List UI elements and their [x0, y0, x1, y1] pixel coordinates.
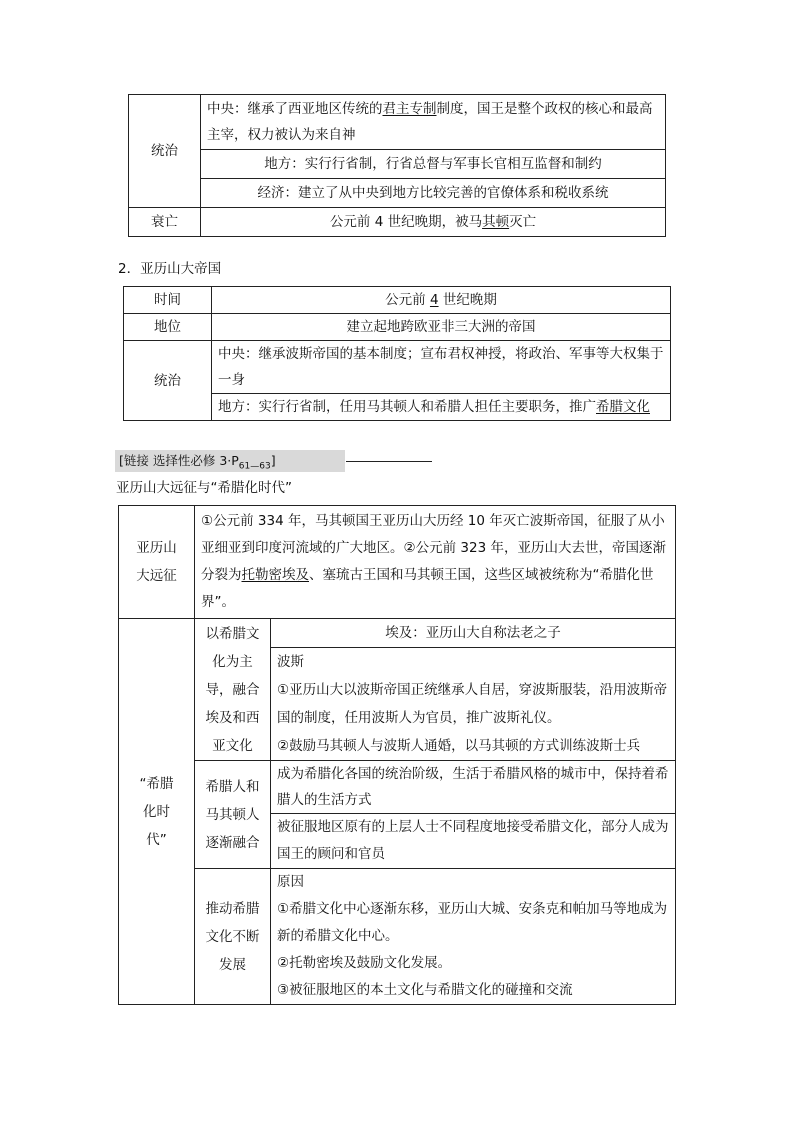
time-value: 公元前 4 世纪晚期 [212, 287, 671, 314]
rule-central: 中央：继承波斯帝国的基本制度；宣布君权神授，将政治、军事等大权集于一身 [212, 341, 671, 394]
position-value: 建立起地跨欧亚非三大洲的帝国 [212, 314, 671, 341]
decline-label: 衰亡 [129, 208, 201, 237]
textbook-link: [链接 选择性必修 $3\cdot P_{61—63}$] [115, 450, 345, 472]
rule-local: 地方：实行行省制，任用马其顿人和希腊人担任主要职务，推广希腊文化 [212, 394, 671, 421]
economy-cell: 经济：建立了从中央到地方比较完善的官僚体系和税收系统 [201, 179, 666, 208]
persia-cell: 波斯 ①亚历山大以波斯帝国正统继承人自居，穿波斯服装，沿用波斯帝国的制度，任用波斯人为官员，推广波斯礼仪。 ②鼓励马其顿人与波斯人通婚，以马其顿的方式训练波斯士兵 [271, 648, 676, 761]
egypt-cell: 埃及：亚历山大自称法老之子 [271, 619, 676, 648]
persia-table [128, 94, 666, 237]
time-label: 时间 [124, 287, 212, 314]
greeks-label: 希腊人和马其顿人逐渐融合 [195, 761, 271, 869]
section2-title: 2．亚历山大帝国 [118, 261, 222, 277]
rule-label: 统治 [129, 95, 201, 208]
greeks-2: 被征服地区原有的上层人士不同程度地接受希腊文化，部分人成为国王的顾问和官员 [271, 814, 676, 869]
local-cell: 地方：实行行省制，行省总督与军事长官相互监督和制约 [201, 150, 666, 179]
link-divider [346, 461, 432, 462]
central-cell: 中央：继承了西亚地区传统的君主专制制度，国王是整个政权的核心和最高主宰，权力被认为来自神 [201, 95, 666, 150]
rule-label-2: 统治 [124, 341, 212, 421]
greeks-1: 成为希腊化各国的统治阶级，生活于希腊风格的城市中，保持着希腊人的生活方式 [271, 761, 676, 814]
reason-cell: 原因 ①希腊文化中心逐渐东移，亚历山大城、安条克和帕加马等地成为新的希腊文化中心。 ②托勒密埃及鼓励文化发展。 ③被征服地区的本土文化与希腊文化的碰撞和交流 [271, 869, 676, 1005]
position-label: 地位 [124, 314, 212, 341]
develop-label: 推动希腊文化不断发展 [195, 869, 271, 1005]
hellenistic-table [118, 505, 676, 1005]
decline-cell: 公元前 4 世纪晚期，被马其顿灭亡 [201, 208, 666, 237]
expedition-text: ①公元前 334 年，马其顿国王亚历山大历经 10 年灭亡波斯帝国，征服了从小亚细亚到印度河流域的广大地区。②公元前 323 年，亚历山大去世，帝国逐渐分裂为托勒密埃及、塞琉古王国和马其顿王国，这些区域被统称为“希腊化世界”。 [195, 506, 676, 619]
section3-title: 亚历山大远征与“希腊化时代” [116, 480, 292, 496]
era-label: “希腊化时代” [119, 619, 195, 1005]
expedition-label: 亚历山大远征 [119, 506, 195, 619]
fusion-label: 以希腊文化为主导，融合埃及和西亚文化 [195, 619, 271, 761]
alexander-table [123, 286, 671, 421]
